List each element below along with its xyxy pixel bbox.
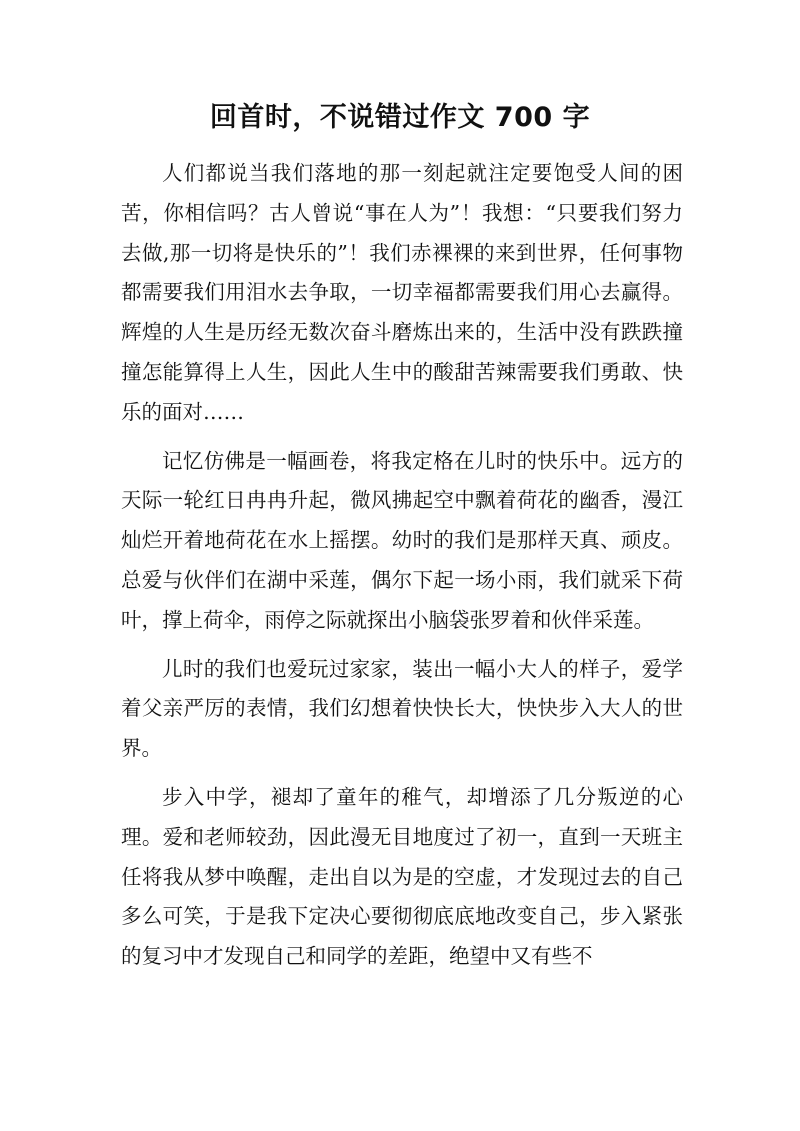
paragraph-3: 儿时的我们也爱玩过家家，装出一幅小大人的样子，爱学着父亲严厉的表情，我们幻想着快快长大，快快步入大人的世界。: [121, 656, 683, 761]
page-title: 回首时，不说错过作文 700 字: [209, 102, 591, 133]
paragraph-2: 记忆仿佛是一幅画卷，将我定格在儿时的快乐中。远方的天际一轮红日冉冉升起，微风拂起空中飘着荷花的幽香，漫江灿烂开着地荷花在水上摇摆。幼时的我们是那样天真、顽皮。总爱与伙伴们在湖中采莲，偶尔下起一场小雨，我们就采下荷叶，撑上荷伞，雨停之际就探出小脑袋张罗着和伙伴采莲。: [121, 448, 683, 632]
paragraph-1: 人们都说当我们落地的那一刻起就注定要饱受人间的困苦，你相信吗？古人曾说“事在人为”！我想：“只要我们努力去做,那一切将是快乐的”！我们赤裸裸的来到世界，任何事物都需要我们用泪水去争取，一切幸福都需要我们用心去赢得。辉煌的人生是历经无数次奋斗磨炼出来的，生活中没有跌跌撞撞怎能算得上人生，因此人生中的酸甜苦辣需要我们勇敢、快乐的面对……: [121, 161, 683, 424]
essay-body: [121, 154, 683, 986]
paragraph-4: 步入中学，褪却了童年的稚气，却增添了几分叛逆的心理。爱和老师较劲，因此漫无目地度过了初一，直到一天班主任将我从梦中唤醒，走出自以为是的空虚，才发现过去的自己多么可笑，于是我下定决心要彻彻底底地改变自己，步入紧张的复习中才发现自己和同学的差距，绝望中又有些不: [121, 784, 683, 969]
